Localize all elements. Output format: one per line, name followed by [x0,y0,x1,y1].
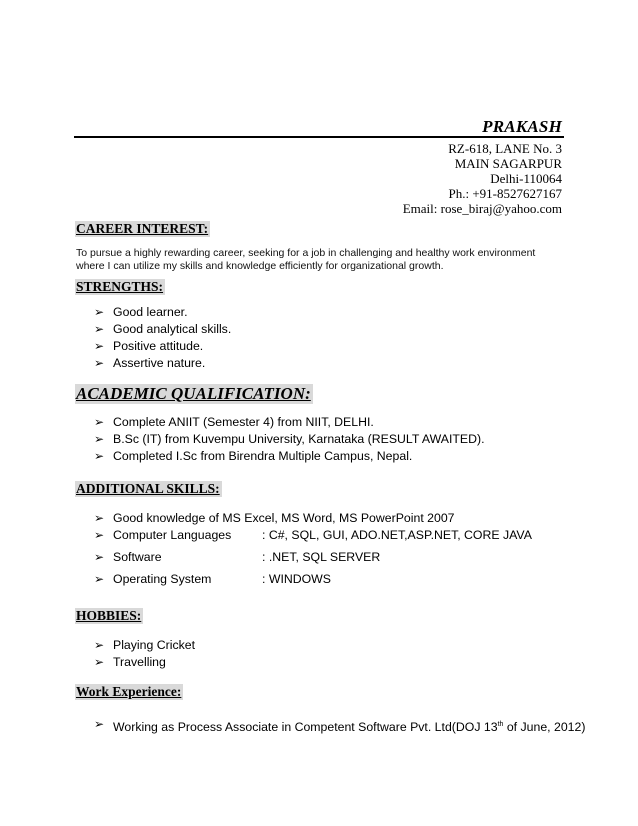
list-item: ➢ Good learner. [94,305,188,319]
skill-row-software [94,549,381,566]
work-experience-heading: Work Experience: [76,684,182,699]
list-item: ➢ Positive attitude. [94,339,204,353]
academic-list [94,414,485,465]
arrow-bullet-icon: ➢ [94,339,105,353]
phone-line: Ph.: +91-8527627167 [448,186,562,201]
hobbies-heading: HOBBIES: [76,608,142,623]
skill-value: : .NET, SQL SERVER [262,550,381,564]
career-interest-text [76,247,556,273]
skill-label: Computer Languages [113,528,232,542]
academic-heading: ACADEMIC QUALIFICATION: [76,384,311,403]
hobbies-list [94,637,195,671]
skill-row-languages [94,527,532,544]
skill-knowledge-text: Good knowledge of MS Excel, MS Word, MS PowerPoint 2007 [113,511,455,525]
list-item: ➢ Assertive nature. [94,356,206,370]
list-item: ➢ B.Sc (IT) from Kuvempu University, Karnataka (RESULT AWAITED). [94,432,485,446]
address-line-3: Delhi-110064 [490,171,562,186]
work-text-after: of June, 2012) [503,720,586,735]
arrow-bullet-icon: ➢ [94,550,105,564]
skill-value: : C#, SQL, GUI, ADO.NET,ASP.NET, CORE JAVA [262,528,532,542]
skill-value: : WINDOWS [262,572,331,586]
skill-row-os [94,571,331,588]
arrow-bullet-icon: ➢ [94,655,105,669]
work-text-before: Working as Process Associate in Competent Software Pvt. Ltd(DOJ 13 [113,720,498,735]
arrow-bullet-icon: ➢ [94,449,105,463]
arrow-bullet-icon: ➢ [94,432,105,446]
list-item: ➢ Completed I.Sc from Birendra Multiple Campus, Nepal. [94,449,413,463]
work-experience-row [94,716,585,733]
career-interest-line-2: where I can utilize my skills and knowledge efficiently for organizational growth. [76,260,444,272]
strengths-list [94,304,231,372]
list-item: ➢ Travelling [94,655,166,669]
work-text-superscript: th [497,721,504,728]
arrow-bullet-icon: ➢ [94,511,105,525]
arrow-bullet-icon: ➢ [94,572,105,586]
career-interest-line-1: To pursue a highly rewarding career, seeking for a job in challenging and healthy work environment [76,247,536,259]
skill-label: Operating System [113,572,212,586]
list-item: ➢ Good analytical skills. [94,322,232,336]
list-item: ➢ Complete ANIIT (Semester 4) from NIIT, DELHI. [94,415,374,429]
skill-label: Software [113,550,162,564]
candidate-name: PRAKASH [482,117,562,136]
strengths-heading: STRENGTHS: [76,279,164,294]
arrow-bullet-icon: ➢ [94,415,105,429]
arrow-bullet-icon: ➢ [94,638,105,652]
skill-knowledge-row [94,510,455,527]
additional-skills-heading: ADDITIONAL SKILLS: [76,481,220,496]
career-interest-heading: CAREER INTEREST: [76,221,209,236]
header-divider [74,136,564,138]
arrow-bullet-icon: ➢ [94,322,105,336]
list-item: ➢ Playing Cricket [94,638,196,652]
arrow-bullet-icon: ➢ [94,305,105,319]
arrow-bullet-icon: ➢ [94,717,105,731]
address-line-2: MAIN SAGARPUR [454,156,562,171]
arrow-bullet-icon: ➢ [94,528,105,542]
email-line: Email: rose_biraj@yahoo.com [402,201,562,216]
arrow-bullet-icon: ➢ [94,356,105,370]
address-line-1: RZ-618, LANE No. 3 [448,141,562,156]
